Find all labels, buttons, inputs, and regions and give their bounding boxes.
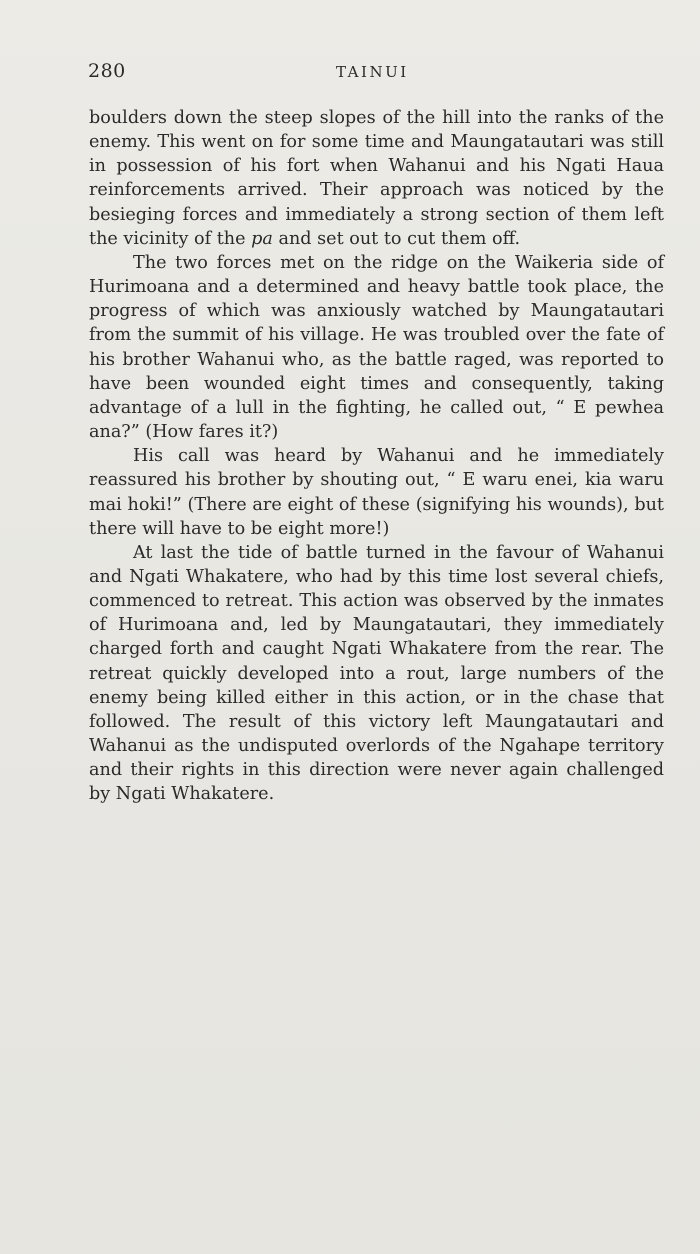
paragraph-1-text: boulders down the steep slopes of the hill into the ranks of the enemy. This went on for some time and Maungatautari was still in possession of his fort when Wahanui and his Ngati Haua reinforcements arrived. Their approach was noticed by the besieging forces and immediately a strong section of them left the vicinity of the [89, 108, 664, 249]
paragraph-3: His call was heard by Wahanui and he immediately reassured his brother by shouting out, “ E waru enei, kia waru mai hoki!” (There are eight of these (signifying his wounds), but there will have to be eight more!) [89, 446, 664, 539]
paragraph-1-ending: and set out to cut them off. [272, 228, 521, 249]
paragraph-1 [89, 106, 664, 251]
page-number: 280 [88, 60, 126, 82]
body-text [89, 106, 664, 807]
running-title: TAINUI [336, 63, 409, 81]
paragraph-1-italic-term: pa [251, 228, 273, 249]
paragraph-2: The two forces met on the ridge on the Waikeria side of Hurimoana and a determined and heavy battle took place, the progress of which was anxiously watched by Maungatautari from the summit of his village. He was troubled over the fate of his brother Wahanui who, as the battle raged, was reported to have been wounded eight times and consequently, taking advantage of a lull in the fighting, he called out, “ E pewhea ana?” (How fares it?) [89, 252, 664, 443]
page-header [88, 60, 666, 90]
paragraph-4: At last the tide of battle turned in the favour of Wahanui and Ngati Whakatere, who had by this time lost several chiefs, commenced to retreat. This action was observed by the inmates of Hurimoana and, led by Maungatautari, they immediately charged forth and caught Ngati Whakatere from the rear. The retreat quickly developed into a rout, large numbers of the enemy being killed either in this action, or in the chase that followed. The result of this victory left Maungatautari and Wahanui as the undisputed overlords of the Ngahape territory and their rights in this direction were never again challenged by Ngati Whakatere. [89, 542, 664, 805]
